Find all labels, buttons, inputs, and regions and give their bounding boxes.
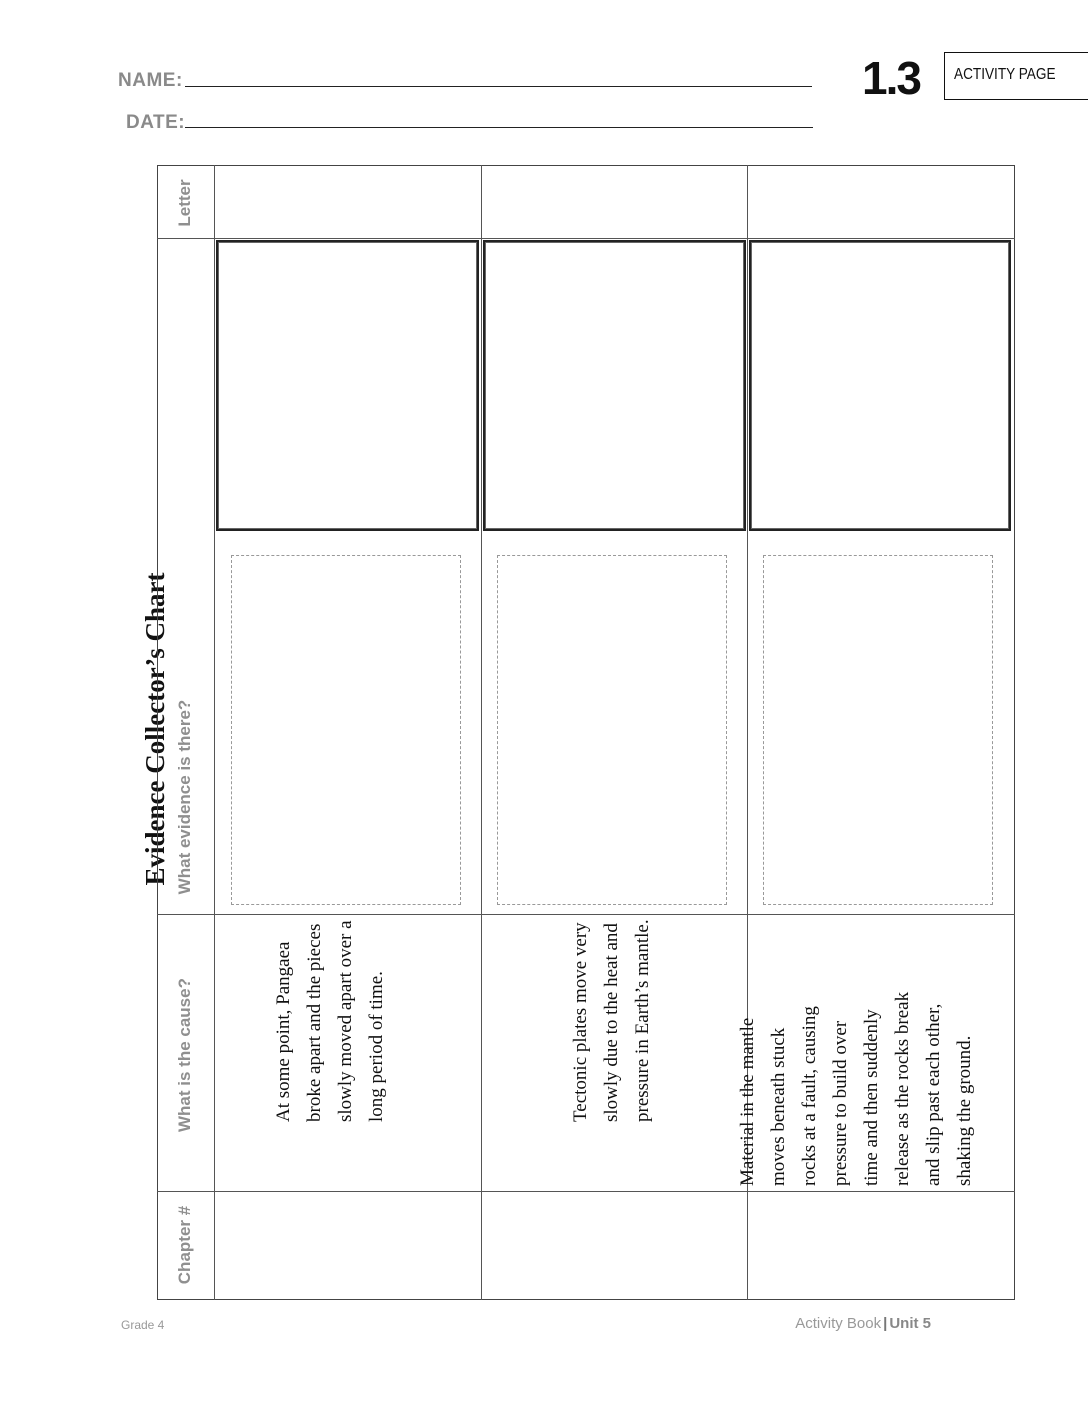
letter-section-divider: [157, 238, 1015, 239]
chart-title: Evidence Collector’s Chart: [140, 572, 170, 886]
footer-unit: Unit 5: [889, 1315, 931, 1332]
column-header-chapter: Chapter #: [175, 1205, 194, 1285]
evidence-picture-box-3[interactable]: [749, 240, 1011, 531]
letter-cell-3[interactable]: [749, 167, 1013, 237]
cause-line: shaking the ground.: [954, 1035, 975, 1186]
letter-cell-2[interactable]: [483, 167, 746, 237]
column-header-evidence: What evidence is there?: [175, 699, 194, 895]
footer-separator: |: [883, 1315, 888, 1332]
footer-grade: Grade 4: [121, 1318, 165, 1332]
name-label: NAME:: [118, 70, 183, 91]
cause-line: long period of time.: [366, 971, 387, 1122]
cause-line: release as the rocks break: [892, 991, 913, 1186]
cause-line: Tectonic plates move very: [570, 922, 591, 1122]
cause-line: broke apart and the pieces: [304, 923, 325, 1122]
cause-line: Material in the mantle: [737, 1017, 758, 1186]
footer-book-info: [795, 1315, 931, 1332]
cause-line: slowly due to the heat and: [601, 923, 622, 1122]
chapter-cell-1[interactable]: [216, 1193, 480, 1298]
activity-page-label: ACTIVITY PAGE: [954, 66, 1056, 83]
page-number: 1.3: [862, 52, 920, 104]
letter-cell-1[interactable]: [216, 167, 480, 237]
column-header-cause: What is the cause?: [175, 978, 194, 1132]
cause-line: moves beneath stuck: [768, 1027, 789, 1186]
row-divider-1: [481, 165, 482, 1300]
date-label: DATE:: [126, 112, 186, 133]
cause-line: and slip past each other,: [923, 1003, 944, 1186]
cause-line: pressure to build over: [830, 1020, 851, 1186]
cause-text-2: [565, 822, 659, 1122]
cause-section-divider: [157, 1191, 1015, 1192]
chapter-cell-2[interactable]: [483, 1193, 746, 1298]
date-line[interactable]: [185, 127, 813, 128]
cause-text-3: [732, 930, 980, 1186]
evidence-dashed-box-3[interactable]: [763, 555, 993, 905]
cause-text-1: [268, 822, 392, 1122]
cause-line: slowly moved apart over a: [335, 920, 356, 1122]
column-header-letter: Letter: [175, 179, 194, 227]
chapter-cell-3[interactable]: [749, 1193, 1013, 1298]
cause-line: At some point, Pangaea: [273, 941, 294, 1122]
evidence-picture-box-1[interactable]: [216, 240, 479, 531]
cause-line: time and then suddenly: [861, 1009, 882, 1186]
cause-line: pressure in Earth’s mantle.: [632, 919, 653, 1122]
header-column-divider: [214, 165, 215, 1300]
evidence-picture-box-2[interactable]: [483, 240, 746, 531]
cause-line: rocks at a fault, causing: [799, 1006, 820, 1186]
name-line[interactable]: [185, 86, 812, 87]
footer-book: Activity Book: [795, 1315, 882, 1332]
